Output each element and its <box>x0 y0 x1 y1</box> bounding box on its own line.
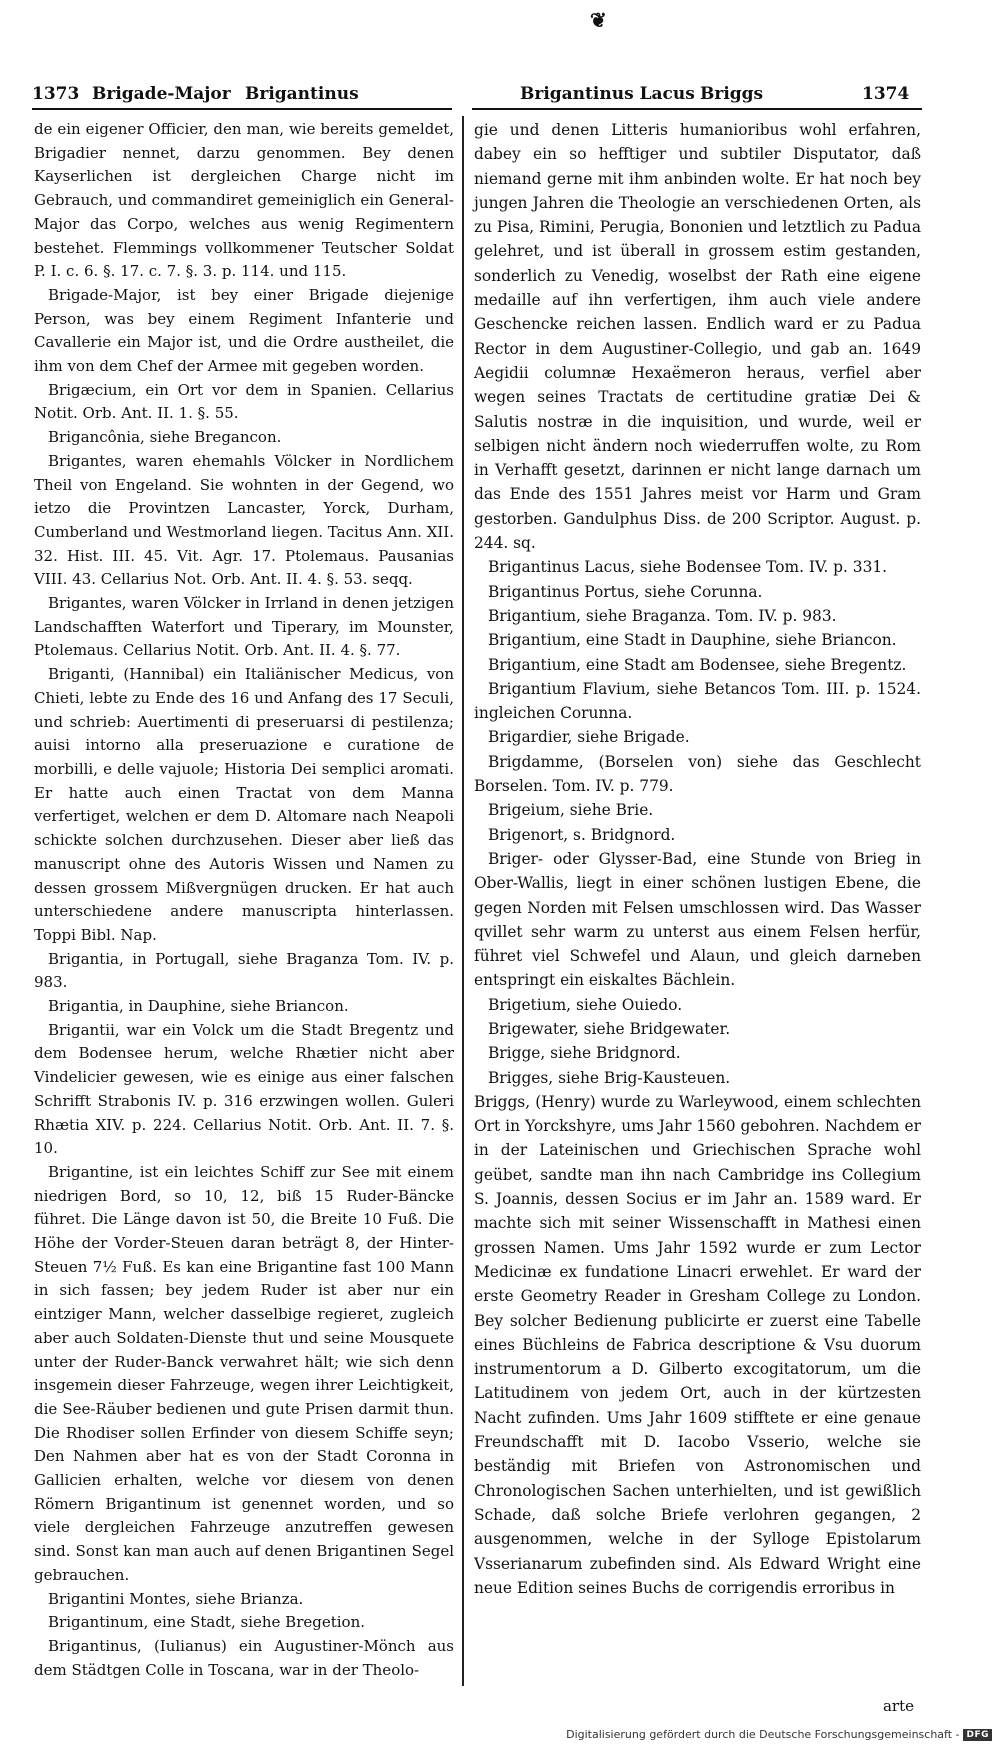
entry-paragraph: Brigantinus Lacus, siehe Bodensee Tom. IV. p. 331. <box>488 558 888 577</box>
right-column <box>474 118 921 1600</box>
entry-paragraph: Brigetium, siehe Ouiedo. <box>488 995 683 1014</box>
entry-paragraph: Brigantes, waren ehemahls Völcker in Nordlichem Theil von Engeland. Sie wohnten in der Gegend, wo ietzo die Provintzen Lancaster, Yorck, Durham, Cumberland und Westmorland liegen. Tacitus Ann. XII. 32. Hist. III. 45. Vit. Agr. 17. Ptolemaus. Pausanias VIII. 43. Cellarius Not. Orb. Ant. II. 4. §. 53. seqq. <box>34 451 454 589</box>
entry-paragraph: Briganti, (Hannibal) ein Italiänischer Medicus, von Chieti, lebte zu Ende des 16 und Anfang des 17 Seculi, und schrieb: Auertimenti di preseruarsi di pestilenza; auisi intorno alla preseruazione e curatione de morbilli, e delle vajuole; Historia Dei semplici aromati. Er hatte auch einen Tractat von dem Manna verfertiget, welchen er dem D. Altomare nach Neapoli schickte solchen durchzusehen. Dieser aber ließ das manuscript ohne des Autoris Wissen und Namen zu dessen grossem Mißvergnügen drucken. Er hat auch unterschiedene andere manuscripta hinterlassen. Toppi Bibl. Nap. <box>34 665 454 944</box>
right-header-rule <box>472 108 922 110</box>
entry-paragraph: Brigancônia, siehe Bregancon. <box>48 428 282 447</box>
entry-paragraph: Brigeium, siehe Brie. <box>488 801 654 820</box>
entry-paragraph: Brigges, siehe Brig-Kausteuen. <box>488 1068 731 1087</box>
left-heading-2: Brigantinus <box>245 84 359 104</box>
entry-paragraph: Brigantii, war ein Volck um die Stadt Bregentz und dem Bodensee herum, welche Rhætier nicht aber Vindelicier gewesen, wie es einige aus einer falschen Schrifft Strabonis IV. p. 316 erzwingen wollen. Guleri Rhætia XIV. p. 224. Cellarius Notit. Orb. Ant. II. 7. §. 10. <box>34 1020 454 1158</box>
left-header-rule <box>32 108 452 110</box>
entry-paragraph: Brigantine, ist ein leichtes Schiff zur See mit einem niedrigen Bord, so 10, 12, biß 15 Ruder-Bäncke führet. Die Länge davon ist 50, die Breite 10 Fuß. Die Höhe der Vorder-Steuen daran beträgt 8, der Hinter-Steuen 7½ Fuß. Es kan eine Brigantine fast 100 Mann in sich fassen; bey jedem Ruder ist aber nur ein eintziger Mann, welcher dasselbige regieret, zugleich aber auch Soldaten-Dienste thut und seine Mousquete unter der Ruder-Banck verwahret hält; wie sich denn insgemein dieser Fahrzeuge, wegen ihrer Leichtigkeit, die See-Räuber bedienen und gute Prisen darmit thun. Die Rhodiser sollen Erfinder von diesem Schiffe seyn; Den Nahmen aber hat es von der Stadt Coronna in Gallicien erhalten, welche vor diesem von denen Römern Brigantinum ist genennet worden, und so viele dergleichen Fahrzeuge anzutreffen gewesen sind. Sonst kan man auch auf denen Brigantinen Segel gebrauchen. <box>34 1162 454 1584</box>
entry-paragraph: de ein eigener Officier, den man, wie bereits gemeldet, Brigadier nennet, darzu genommen. Bey denen Kayserlichen ist dergleichen Charge nicht im Gebrauch, und commandiret gemeiniglich ein General-Major das Corpo, welches aus wenig Regimentern bestehet. Flemmings vollkommener Teutscher Soldat P. I. c. 6. §. 17. c. 7. §. 3. p. 114. und 115. <box>34 120 454 281</box>
entry-paragraph: gie und denen Litteris humanioribus wohl erfahren, dabey ein so hefftiger und subtiler Disputator, daß niemand gerne mit ihm anbinden wolte. Er hat noch bey jungen Jahren die Theologie an verschiedenen Orten, als zu Pisa, Rimini, Perugia, Bononien und letztlich zu Padua gelehret, und ist überall in grossem estim gestanden, sonderlich zu Venedig, woselbst der Rath eine eigene medaille auf ihn verfertigen, ihm auch viele andere Geschencke reichen lassen. Endlich ward er zu Padua Rector in dem Augustiner-Collegio, und gab an. 1649 Aegidii columnæ Hexaëmeron heraus, verfiel aber wegen seines Tractats de certitudine gratiæ Dei & Salutis nostræ in die inquisition, und wurde, weil er selbigen nicht ändern noch wiederruffen wolte, zu Rom in Verhafft gesetzt, darinnen er nicht lange darnach um das Ende des 1551 Jahres meist vor Harm und Gram gestorben. Gandulphus Diss. de 200 Scriptor. August. p. 244. sq. <box>474 121 922 553</box>
entry-paragraph: Brigæcium, ein Ort vor dem in Spanien. Cellarius Notit. Orb. Ant. II. 1. §. 55. <box>34 380 454 423</box>
left-page-number: 1373 <box>32 84 80 104</box>
ornament-mark: ❦ <box>590 8 607 32</box>
dfg-logo: DFG <box>963 1729 992 1741</box>
entry-paragraph: Brigantini Montes, siehe Brianza. <box>48 1589 304 1608</box>
left-column <box>34 118 454 1682</box>
left-heading-1: Brigade-Major <box>92 84 231 104</box>
column-divider <box>462 116 464 1686</box>
entry-paragraph: Briggs, (Henry) wurde zu Warleywood, einem schlechten Ort in Yorckshyre, ums Jahr 1560 gebohren. Nachdem er in der Lateinischen und Griechischen Sprache wohl geübet, sandte man ihn nach Cambridge ins Collegium S. Joannis, dessen Socius er im Jahr an. 1589 ward. Er machte sich mit seiner Wissenschafft in Mathesi einen grossen Namen. Ums Jahr 1592 wurde er zum Lector Medicinæ ex fundatione Linacri erwehlet. Er ward der erste Geometry Reader in Gresham College zu London. Bey solcher Bedienung publicirte er zuerst eine Tabelle eines Büchleins de Fabrica descriptione & Vsu duorum instrumentorum a D. Gilberto excogitatorum, um die Latitudinem von jedem Ort, auch in der kürtzesten Nacht zufinden. Ums Jahr 1609 stifftete er eine genaue Freundschafft mit D. Iacobo Vsserio, welche sie beständig mit Briefen von Astronomischen und Chronologischen Sachen unterhielten, und ist gewißlich Schade, daß solche Briefe verlohren gegangen, 2 ausgenommen, welche in der Sylloge Epistolarum Vsserianarum zubefinden sind. Als Edward Wright eine neue Edition seines Buchs de corrigendis erroribus in <box>474 1092 921 1597</box>
right-heading-2: Briggs <box>700 84 764 104</box>
entry-paragraph: Brigdamme, (Borselen von) siehe das Geschlecht Borselen. Tom. IV. p. 779. <box>474 752 921 796</box>
right-page-number: 1374 <box>862 84 910 104</box>
entry-paragraph: Brigantia, in Portugall, siehe Braganza Tom. IV. p. 983. <box>34 949 454 992</box>
entry-paragraph: Briger- oder Glysser-Bad, eine Stunde von Brieg in Ober-Wallis, liegt in einer schönen lustigen Ebene, die gegen Norden mit Felsen umschlossen wird. Das Wasser qvillet sehr warm zu unterst aus einem Felsen herfür, führet viel Schwefel und Alaun, und gleich darneben entspringt ein eiskaltes Bächlein. <box>474 849 921 990</box>
entry-paragraph: Brigewater, siehe Bridgewater. <box>488 1019 731 1038</box>
catchword: arte <box>882 1697 914 1715</box>
entry-paragraph: Brigantia, in Dauphine, siehe Briancon. <box>48 997 349 1016</box>
entry-paragraph: Brigge, siehe Bridgnord. <box>488 1044 681 1063</box>
entry-paragraph: Brigardier, siehe Brigade. <box>488 728 690 747</box>
footer <box>566 1728 992 1741</box>
entry-paragraph: Brigantium, eine Stadt in Dauphine, siehe Briancon. <box>488 631 897 650</box>
footer-text: Digitalisierung gefördert durch die Deutsche Forschungsgemeinschaft - <box>566 1728 960 1741</box>
entry-paragraph: Brigade-Major, ist bey einer Brigade diejenige Person, was bey einem Regiment Infanterie und Cavallerie ein Major ist, und die Ordre austheilet, die ihm von dem Chef der Armee mit gegeben worden. <box>34 285 454 376</box>
entry-paragraph: Brigantium, siehe Braganza. Tom. IV. p. 983. <box>488 606 837 625</box>
entry-paragraph: Brigantes, waren Völcker in Irrland in denen jetzigen Landschafften Waterfort und Tiperary, im Mounster, Ptolemaus. Cellarius Notit. Orb. Ant. II. 4. §. 77. <box>34 594 454 660</box>
entry-paragraph: Brigantium, eine Stadt am Bodensee, siehe Bregentz. <box>488 655 907 674</box>
entry-paragraph: Brigenort, s. Bridgnord. <box>488 825 676 844</box>
entry-paragraph: Brigantium Flavium, siehe Betancos Tom. III. p. 1524. ingleichen Corunna. <box>474 679 921 723</box>
entry-paragraph: Brigantinus, (Iulianus) ein Augustiner-Mönch aus dem Städtgen Colle in Toscana, war in der Theolo- <box>34 1637 454 1679</box>
entry-paragraph: Brigantinus Portus, siehe Corunna. <box>488 582 763 601</box>
right-heading-1: Brigantinus Lacus <box>520 84 695 104</box>
entry-paragraph: Brigantinum, eine Stadt, siehe Bregetion. <box>48 1613 366 1632</box>
